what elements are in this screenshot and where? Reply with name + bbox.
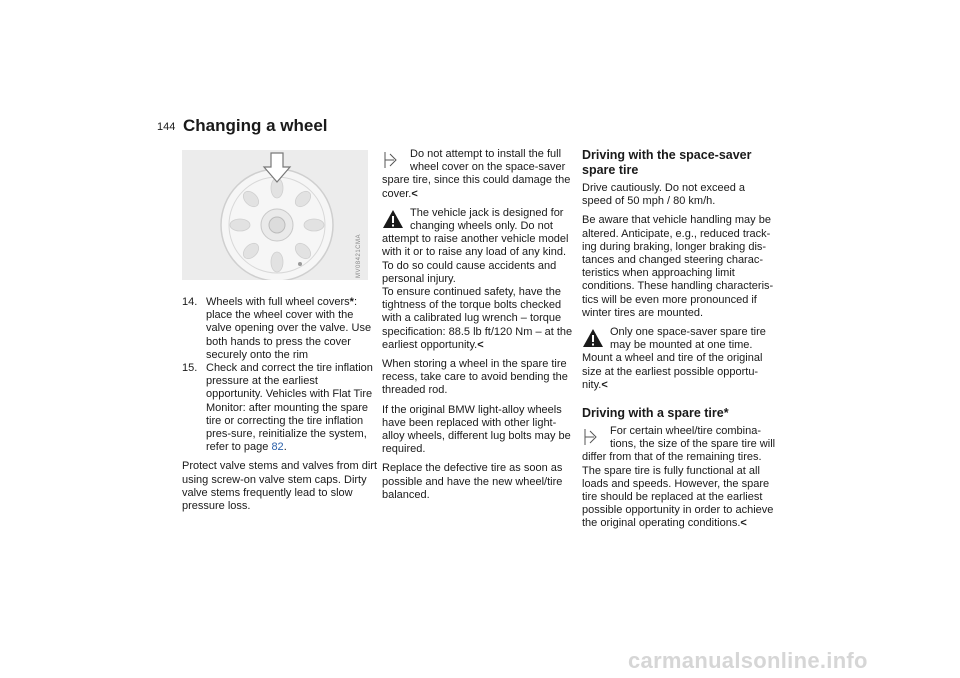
- note-text: For certain wheel/tire combina-tions, the size of the spare tire will differ from that of the remaining tires. The spare tire is fully functional at all loads and speeds. However, the spare tire should be replaced at the earliest possible opportunity in order to achieve the original operating conditions.: [582, 425, 776, 530]
- step-text-part: Wheels with full wheel covers: [206, 296, 350, 308]
- step-text-part: .: [283, 441, 287, 454]
- section-heading: [582, 406, 777, 421]
- step-number: 14.: [182, 296, 198, 308]
- paragraph: Be aware that vehicle handling may be altered. Anticipate, e.g., reduced track-ing during braking, longer braking dis-tances and changed steering charac-teristics when approaching limit conditions. These handling characteris-tics will be even more pronounced if winter tires are mounted.: [582, 214, 774, 319]
- column-2: [382, 148, 574, 508]
- section-heading-text: Driving with a spare tire: [582, 406, 724, 421]
- valve-stem-paragraph: Protect valve stems and valves from dirt using screw-on valve stem caps. Dirty valve stems frequently lead to slow pressure loss.: [182, 460, 378, 513]
- warning-block: [582, 326, 777, 392]
- list-item: [182, 362, 377, 454]
- note-block: [582, 425, 777, 531]
- step-text: [206, 362, 377, 454]
- warning-text: To ensure continued safety, have the tightness of the torque bolts checked with a calibrated lug wrench – torque specification: 88.5 lb ft/120 Nm – at the earliest opportunity.: [382, 286, 573, 351]
- steps-list: [182, 296, 377, 454]
- paragraph: Drive cautiously. Do not exceed a speed of 50 mph / 80 km/h.: [582, 182, 746, 208]
- note-block: [382, 148, 574, 201]
- end-mark: <: [411, 187, 418, 200]
- warning-block: [382, 207, 574, 352]
- paragraph: When storing a wheel in the spare tire recess, take care to avoid bending the threaded rod.: [382, 358, 568, 397]
- page-number: 144: [157, 121, 176, 133]
- column-1: [182, 150, 377, 519]
- column-3: [582, 148, 777, 537]
- down-arrow-icon: [262, 152, 292, 184]
- end-mark: <: [601, 378, 608, 391]
- list-item: [182, 296, 377, 362]
- section-heading: Driving with the space-saver spare tire: [582, 148, 752, 177]
- paragraph: Replace the defective tire as soon as possible and have the new wheel/tire balanced.: [382, 462, 563, 501]
- step-number: 15.: [182, 362, 198, 375]
- step-text: [206, 296, 377, 362]
- optional-equipment-star: *: [349, 296, 354, 308]
- step-text-part: Check and correct the tire inflation pressure at the earliest opportunity. Vehicles with Flat Tire Monitor: after mounting the spare tire or correcting the tire inflation pres-sure, reinitialize the system, refer to page: [206, 362, 373, 454]
- end-mark: <: [740, 517, 747, 530]
- warning-triangle-icon: [382, 209, 404, 229]
- warning-triangle-icon: [582, 328, 604, 348]
- paragraph: If the original BMW light-alloy wheels have been replaced with other light-alloy wheels, different lug bolts may be required.: [382, 403, 571, 456]
- warning-text: Only one space-saver spare tire may be mounted at one time. Mount a wheel and tire of the original size at the earliest possible opportu-nity.: [582, 326, 766, 391]
- note-arrow-icon: [382, 150, 404, 170]
- end-mark: <: [477, 338, 484, 351]
- note-text: Do not attempt to install the full wheel cover on the space-saver spare tire, since this could damage the cover.: [382, 148, 571, 200]
- page-title: Changing a wheel: [183, 116, 328, 135]
- page-link[interactable]: 82: [271, 441, 284, 454]
- warning-text: The vehicle jack is designed for changing wheels only. Do not attempt to raise another vehicle model with it or to raise any load of any kind. To do so could cause accidents and personal injury.: [382, 206, 569, 285]
- step-text-part: : place the wheel cover with the valve opening over the valve. Use both hands to press the cover securely onto the rim: [206, 296, 372, 361]
- figure-code: MV08421CMA: [355, 233, 362, 278]
- watermark: carmanualsonline.info: [628, 648, 868, 673]
- note-arrow-icon: [582, 427, 604, 447]
- wheel-cover-figure: [182, 150, 368, 280]
- optional-equipment-star: *: [723, 406, 729, 421]
